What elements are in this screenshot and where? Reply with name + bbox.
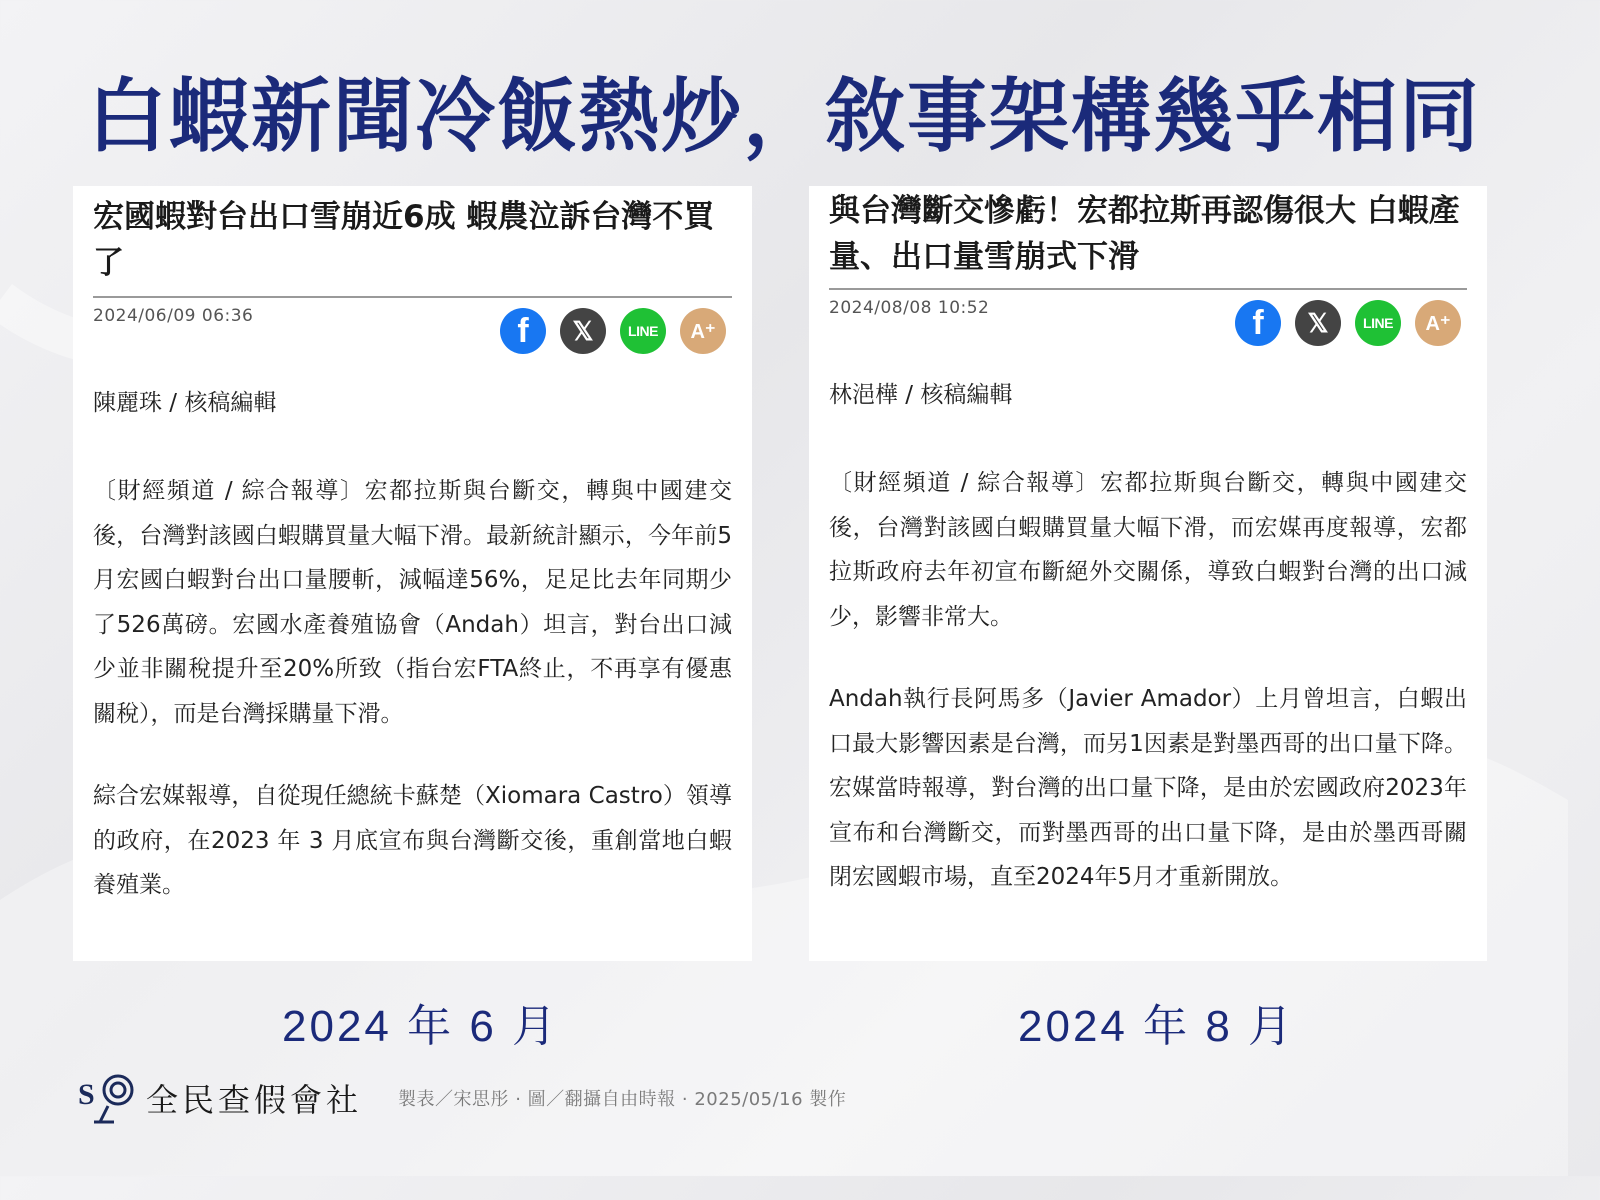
facebook-icon[interactable]: f [1235,300,1281,346]
article-paragraph: 〔財經頻道 / 綜合報導〕宏都拉斯與台斷交，轉與中國建交後，台灣對該國白蝦購買量大幅下滑，而宏媒再度報導，宏都拉斯政府去年初宣布斷絕外交關係，導致白蝦對台灣的出口減少，影響非常大。 [829,470,1467,630]
share-bar [500,308,726,354]
font-size-icon[interactable]: A⁺ [680,308,726,354]
article-paragraph: 綜合宏媒報導，自從現任總統卡蘇楚（Xiomara Castro）領導的政府，在2023 年 3 月底宣布與台灣斷交後，重創當地白蝦養殖業。 [93,783,732,898]
page-title: 白蝦新聞冷飯熱炒，敘事架構幾乎相同 [87,70,1481,163]
article-paragraph: 〔財經頻道 / 綜合報導〕宏都拉斯與台斷交，轉與中國建交後，台灣對該國白蝦購買量大幅下滑。最新統計顯示，今年前5月宏國白蝦對台出口量腰斬，減幅達56%，足足比去年同期少了526萬磅。宏國水產養殖協會（Andah）坦言，對台出口減少並非關稅提升至20%所致（指台宏FTA終止，不再享有優惠關稅），而是台灣採購量下滑。 [93,478,732,727]
article-paragraph: Andah執行長阿馬多（Javier Amador）上月曾坦言，白蝦出口最大影響因素是台灣，而另1因素是對墨西哥的出口量下降。宏媒當時報導，對台灣的出口量下降，是由於宏國政府2023年宣布和台灣斷交，而對墨西哥的出口量下降，是由於墨西哥關閉宏國蝦市場，直至2024年5月才重新開放。 [829,686,1467,890]
left-article-card [73,186,752,961]
article-date: 2024/06/09 06:36 [93,306,254,326]
share-bar [1235,300,1461,346]
svg-text:S: S [78,1078,95,1111]
article-headline[interactable]: 與台灣斷交慘虧！宏都拉斯再認傷很大 白蝦產量、出口量雪崩式下滑 [829,193,1460,275]
line-icon[interactable]: LINE [1355,300,1401,346]
footer [78,1070,846,1126]
article-headline[interactable]: 宏國蝦對台出口雪崩近6成 蝦農泣訴台灣不買了 [93,199,715,281]
x-icon[interactable]: 𝕏 [1295,300,1341,346]
right-date-caption: 2024 年 8 月 [1018,1002,1296,1051]
article-author: 陳麗珠 / 核稿編輯 [93,390,277,416]
article-date: 2024/08/08 10:52 [829,298,990,318]
credit-line: 製表／宋思彤 · 圖／翻攝自由時報 · 2025/05/16 製作 [398,1089,847,1110]
logo-text: 全民查假會社 [146,1081,363,1119]
x-icon[interactable]: 𝕏 [560,308,606,354]
article-author: 林浥樺 / 核稿編輯 [829,382,1013,408]
right-article-card [809,186,1487,961]
facebook-icon[interactable]: f [500,308,546,354]
left-date-caption: 2024 年 6 月 [282,1002,560,1051]
line-icon[interactable]: LINE [620,308,666,354]
font-size-icon[interactable]: A⁺ [1415,300,1461,346]
logo-icon [78,1070,138,1126]
